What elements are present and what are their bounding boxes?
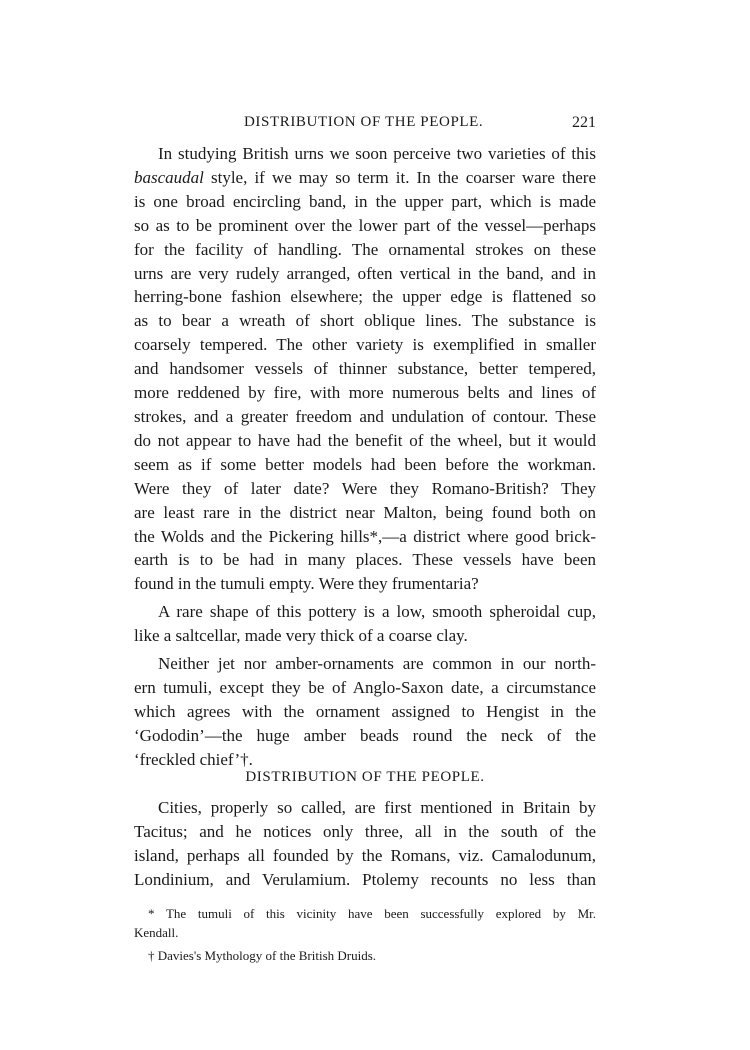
- main-text: [134, 142, 596, 772]
- section-heading: DISTRIBUTION OF THE PEOPLE.: [245, 769, 485, 785]
- text-line: strokes, and a greater freedom and undulation of contour. These: [134, 406, 596, 426]
- text-line: more reddened by fire, with more numerous belts and lines of: [134, 383, 596, 403]
- text-line: island, perhaps all founded by the Romans, viz. Camalodunum,: [134, 845, 596, 865]
- main-text-continued: [134, 796, 596, 892]
- italic-term: bascaudal: [134, 167, 204, 187]
- paragraph-ornaments: [134, 652, 596, 772]
- footnote-line: † Davies's Mythology of the British Druids.: [148, 948, 377, 963]
- text-line: are least rare in the district near Malton, being found both on: [134, 502, 596, 522]
- text-line: like a saltcellar, made very thick of a coarse clay.: [134, 626, 468, 646]
- text-line: found in the tumuli empty. Were they frumentaria?: [134, 574, 479, 594]
- footnote-line: Kendall.: [134, 924, 179, 940]
- text-line: ern tumuli, except they be of Anglo-Saxon date, a circumstance: [134, 677, 596, 697]
- footnote-asterisk: [134, 905, 596, 942]
- text-line: earth is to be had in many places. These vessels have been: [134, 550, 596, 570]
- text-line: Londinium, and Verulamium. Ptolemy recounts no less than: [134, 869, 596, 889]
- text-line: ‘freckled chief’†.: [134, 749, 253, 769]
- text-line: the Wolds and the Pickering hills*,—a district where good brick-: [134, 526, 596, 546]
- text-line: which agrees with the ornament assigned to Hengist in the: [134, 701, 596, 721]
- paragraph-cities: [134, 796, 596, 892]
- text-line: as to bear a wreath of short oblique lines. The substance is: [134, 311, 596, 331]
- text-line: urns are very rudely arranged, often vertical in the band, and in: [134, 263, 596, 283]
- text-line: Were they of later date? Were they Romano-British? They: [134, 478, 596, 498]
- footnote-dagger: [134, 947, 596, 966]
- text-line: A rare shape of this pottery is a low, smooth spheroidal cup,: [158, 602, 596, 622]
- paragraph-cup: [134, 600, 596, 648]
- text-line: and handsomer vessels of thinner substance, better tempered,: [134, 359, 596, 379]
- paragraph-urns: [134, 142, 596, 596]
- footnote-line: * The tumuli of this vicinity have been successfully explored by Mr.: [148, 906, 596, 921]
- text-line-rest: style, if we may so term it. In the coarser ware there: [203, 167, 596, 187]
- text-line: do not appear to have had the benefit of the wheel, but it would: [134, 430, 596, 450]
- text-line: for the facility of handling. The ornamental strokes on these: [134, 239, 596, 259]
- text-line: Neither jet nor amber-ornaments are common in our north-: [158, 654, 596, 674]
- running-title: DISTRIBUTION OF THE PEOPLE.: [244, 114, 484, 130]
- text-line: coarsely tempered. The other variety is exemplified in smaller: [134, 335, 596, 355]
- text-line: Tacitus; and he notices only three, all in the south of the: [134, 821, 596, 841]
- footnotes: [134, 905, 596, 966]
- text-line: [134, 166, 596, 190]
- book-page: [134, 0, 596, 1050]
- text-line: is one broad encircling band, in the upper part, which is made: [134, 191, 596, 211]
- text-line: ‘Gododin’—the huge amber beads round the neck of the: [134, 725, 596, 745]
- text-line: Cities, properly so called, are first mentioned in Britain by: [158, 798, 596, 817]
- text-line: so as to be prominent over the lower part of the vessel—perhaps: [134, 215, 596, 235]
- text-line: In studying British urns we soon perceive two varieties of this: [158, 144, 596, 163]
- text-line: herring-bone fashion elsewhere; the upper edge is flattened so: [134, 287, 596, 307]
- text-line: seem as if some better models had been before the workman.: [134, 454, 596, 474]
- running-head: [134, 112, 596, 132]
- page-number: 221: [572, 114, 596, 131]
